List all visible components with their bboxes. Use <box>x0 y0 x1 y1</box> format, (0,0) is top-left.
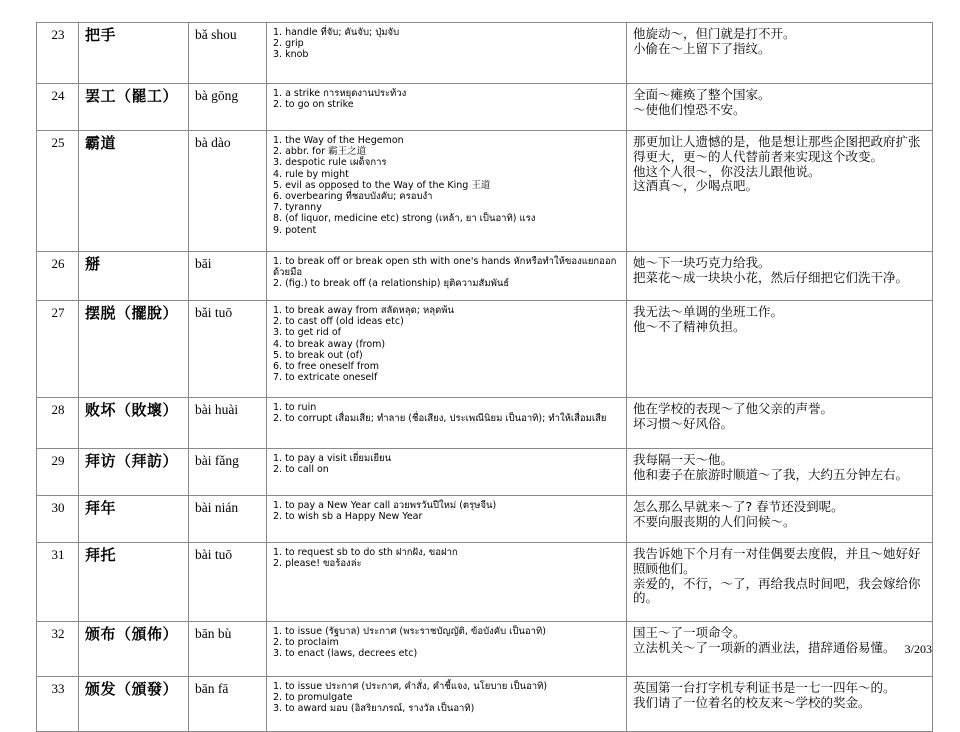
example-sentence: 我告诉她下个月有一对佳偶要去度假，并且～她好好照顾他们。 <box>633 546 921 576</box>
definition-sense: 2. to cast off (old ideas etc) <box>273 316 404 328</box>
definition-sense: 7. tyranny <box>273 202 322 214</box>
definition-sense: 9. potent <box>273 224 317 236</box>
headword-pinyin: bài nián <box>189 496 267 543</box>
entry-number: 23 <box>37 23 79 84</box>
headword-hanzi: 霸道 <box>79 131 189 252</box>
example-sentence: 那更加让人遗憾的是，他是想让那些企图把政府扩张得更大，更～的人代替前者来实现这个改变。 <box>633 134 921 164</box>
headword-hanzi: 拜年 <box>79 496 189 543</box>
page-number: 3/203 <box>904 642 932 656</box>
headword-hanzi: 颁发（頒發） <box>79 677 189 732</box>
example-sentence: 这酒真～，少喝点吧。 <box>633 178 759 194</box>
definition-sense: 5. to break out (of) <box>273 349 363 361</box>
example-sentence: 小偷在～上留下了指纹。 <box>633 40 771 56</box>
definition-cell <box>267 252 627 301</box>
example-sentence: 他旋动～，但门就是打不开。 <box>633 26 796 41</box>
headword-hanzi: 把手 <box>79 23 189 84</box>
headword-hanzi: 败坏（敗壞） <box>79 398 189 449</box>
table-row <box>37 398 933 449</box>
table-row <box>37 496 933 543</box>
table-row <box>37 252 933 301</box>
example-sentence: 不要向服丧期的人们问候～。 <box>633 513 796 529</box>
example-sentence: 亲爱的，不行，～了，再给我点时间吧，我会嫁给你的。 <box>633 575 921 606</box>
table-row <box>37 677 933 732</box>
definition-sense: 3. to award มอบ (อิสริยาภรณ์, รางวัล เป็นอาทิ) <box>273 703 475 715</box>
headword-hanzi: 颁布（頒佈） <box>79 622 189 677</box>
headword-pinyin: bà dào <box>189 131 267 252</box>
headword-hanzi: 拜托 <box>79 543 189 622</box>
definition-sense: 3. to get rid of <box>273 327 342 339</box>
example-cell <box>627 677 933 732</box>
definition-cell <box>267 543 627 622</box>
table-row <box>37 449 933 496</box>
headword-hanzi: 拜访（拜訪） <box>79 449 189 496</box>
definition-sense: 2. (fig.) to break off (a relationship) ยุติความสัมพันธ์ <box>273 278 510 290</box>
definition-sense: 4. to break away (from) <box>273 338 386 350</box>
dictionary-table <box>36 22 933 732</box>
example-sentence: 英国第一台打字机专利证书是一七一四年～的。 <box>633 680 896 695</box>
example-sentence: 我每隔一天～他。 <box>633 452 734 467</box>
definition-sense: 1. to request sb to do sth ฝากฝัง, ขอฝาก <box>273 547 458 558</box>
definition-sense: 1. handle ที่จับ; คันจับ; ปุ่มจับ <box>273 27 400 38</box>
table-row <box>37 622 933 677</box>
example-sentence: 坏习惯～好风俗。 <box>633 415 734 431</box>
definition-sense: 2. to promulgate <box>273 692 353 704</box>
definition-sense: 3. to enact (laws, decrees etc) <box>273 648 418 660</box>
definition-sense: 1. to issue (รัฐบาล) ประกาศ (พระราชบัญญัติ, ข้อบังคับ เป็นอาทิ) <box>273 626 546 637</box>
example-cell <box>627 252 933 301</box>
definition-cell <box>267 131 627 252</box>
entry-number: 25 <box>37 131 79 252</box>
example-sentence: 怎么那么早就来～了? 春节还没到呢。 <box>633 499 844 514</box>
table-row <box>37 23 933 84</box>
example-sentence: 立法机关～了一项新的酒业法，措辞通俗易懂。 <box>633 639 896 655</box>
definition-sense: 8. (of liquor, medicine etc) strong (เหล้า, ยา เป็นอาทิ) แรง <box>273 213 536 225</box>
definition-sense: 1. the Way of the Hegemon <box>273 135 404 146</box>
definition-sense: 7. to extricate oneself <box>273 372 378 384</box>
definition-sense: 2. please! ขอร้องล่ะ <box>273 558 362 570</box>
headword-pinyin: bài tuō <box>189 543 267 622</box>
example-cell <box>627 84 933 131</box>
definition-sense: 1. to ruin <box>273 402 317 413</box>
example-sentence: 把菜花～成一块块小花，然后仔细把它们洗干净。 <box>633 269 909 285</box>
dictionary-table-body <box>37 23 933 732</box>
headword-pinyin: bān bù <box>189 622 267 677</box>
definition-sense: 1. to pay a visit เยี่ยมเยียน <box>273 453 392 464</box>
headword-pinyin: bān fā <box>189 677 267 732</box>
definition-cell <box>267 23 627 84</box>
example-sentence: 我无法～单调的坐班工作。 <box>633 304 784 319</box>
headword-pinyin: bài fǎng <box>189 449 267 496</box>
table-row <box>37 543 933 622</box>
definition-cell <box>267 677 627 732</box>
headword-pinyin: bà gōng <box>189 84 267 131</box>
definition-sense: 2. to go on strike <box>273 99 354 111</box>
definition-sense: 1. a strike การหยุดงานประท้วง <box>273 88 407 99</box>
example-sentence: 他在学校的表现～了他父亲的声誉。 <box>633 401 834 416</box>
headword-hanzi: 罢工（罷工） <box>79 84 189 131</box>
example-sentence: 她～下一块巧克力给我。 <box>633 255 771 270</box>
definition-sense: 2. grip <box>273 38 304 50</box>
definition-cell <box>267 84 627 131</box>
headword-hanzi: 掰 <box>79 252 189 301</box>
headword-pinyin: bāi <box>189 252 267 301</box>
headword-pinyin: bǎi tuō <box>189 301 267 398</box>
example-cell <box>627 543 933 622</box>
definition-sense: 3. knob <box>273 49 309 61</box>
example-sentence: ～使他们惶恐不安。 <box>633 101 746 117</box>
headword-pinyin: bài huài <box>189 398 267 449</box>
entry-number: 31 <box>37 543 79 622</box>
example-cell <box>627 398 933 449</box>
headword-pinyin: bǎ shou <box>189 23 267 84</box>
entry-number: 24 <box>37 84 79 131</box>
example-cell <box>627 301 933 398</box>
entry-number: 27 <box>37 301 79 398</box>
definition-sense: 4. rule by might <box>273 168 349 180</box>
example-sentence: 他和妻子在旅游时顺道～了我，大约五分钟左右。 <box>633 466 909 482</box>
table-row <box>37 84 933 131</box>
example-cell <box>627 131 933 252</box>
entry-number: 28 <box>37 398 79 449</box>
definition-sense: 6. to free oneself from <box>273 361 379 373</box>
example-sentence: 全面～瘫痪了整个国家。 <box>633 87 771 102</box>
example-cell <box>627 449 933 496</box>
example-cell <box>627 23 933 84</box>
headword-hanzi: 摆脱（擺脫） <box>79 301 189 398</box>
definition-sense: 1. to issue ประกาศ (ประกาศ, คำสั่ง, คำชี้แจง, นโยบาย เป็นอาทิ) <box>273 681 548 692</box>
entry-number: 33 <box>37 677 79 732</box>
example-cell <box>627 622 933 677</box>
definition-sense: 6. overbearing ที่ชอบบังคับ; ครอบงำ <box>273 191 433 203</box>
entry-number: 30 <box>37 496 79 543</box>
definition-sense: 1. to break away from สลัดหลุด; หลุดพ้น <box>273 305 455 316</box>
definition-sense: 1. to pay a New Year call อวยพรวันปีใหม่ (ตรุษจีน) <box>273 500 497 511</box>
definition-sense: 2. to call on <box>273 464 329 476</box>
example-sentence: 我们请了一位着名的校友来～学校的奖金。 <box>633 694 871 710</box>
example-sentence: 他～不了精神负担。 <box>633 318 746 334</box>
example-sentence: 国王～了一项命令。 <box>633 625 746 640</box>
definition-cell <box>267 449 627 496</box>
definition-cell <box>267 398 627 449</box>
table-row <box>37 301 933 398</box>
definition-cell <box>267 301 627 398</box>
definition-cell <box>267 622 627 677</box>
entry-number: 29 <box>37 449 79 496</box>
definition-sense: 3. despotic rule เผด็จการ <box>273 157 387 169</box>
definition-sense: 2. to proclaim <box>273 637 339 649</box>
definition-sense: 2. to corrupt เสื่อมเสีย; ทำลาย (ชื่อเสียง, ประเพณีนิยม เป็นอาทิ); ทำให้เสื่อมเสีย <box>273 413 607 425</box>
example-cell <box>627 496 933 543</box>
table-row <box>37 131 933 252</box>
definition-sense: 2. to wish sb a Happy New Year <box>273 511 423 523</box>
entry-number: 26 <box>37 252 79 301</box>
definition-sense: 5. evil as opposed to the Way of the King 王道 <box>273 179 491 191</box>
definition-sense: 1. to break off or break open sth with one's hands หักหรือทำให้ของแยกออกด้วยมือ <box>273 256 617 279</box>
example-sentence: 他这个人很～，你没法儿跟他说。 <box>633 163 821 179</box>
entry-number: 32 <box>37 622 79 677</box>
definition-cell <box>267 496 627 543</box>
definition-sense: 2. abbr. for 霸王之道 <box>273 146 367 158</box>
